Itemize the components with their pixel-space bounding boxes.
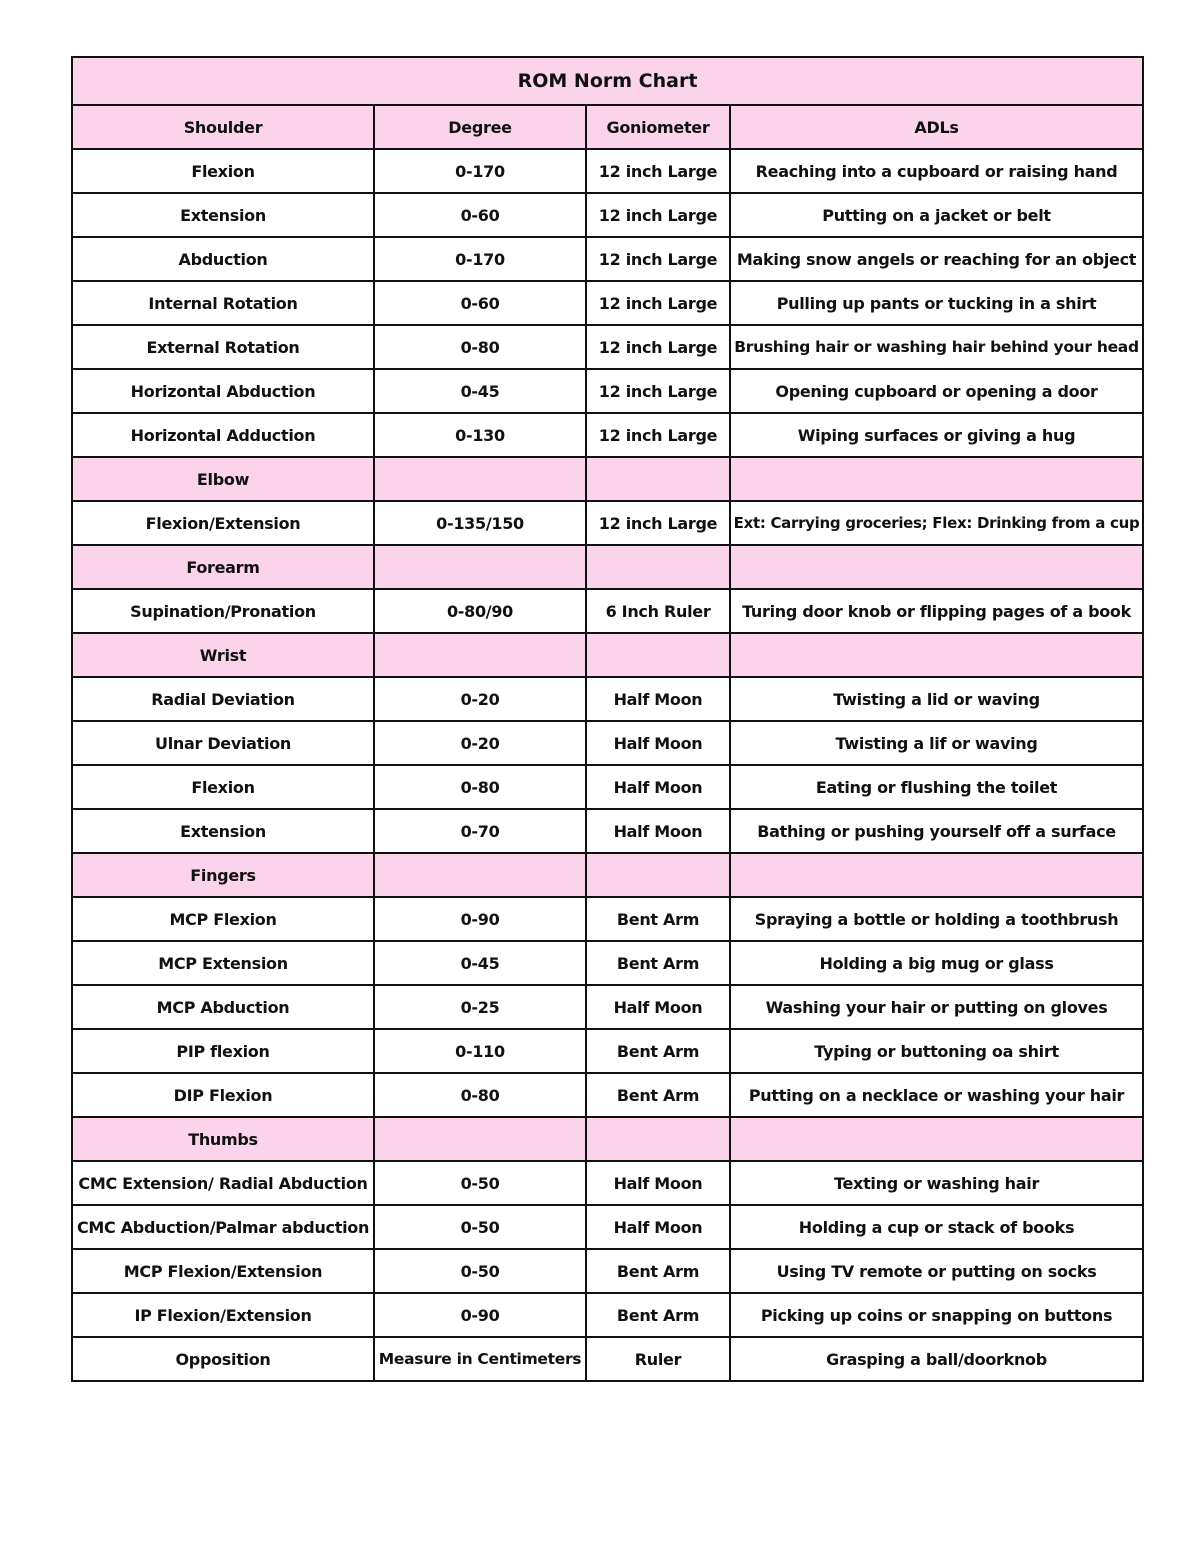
degree-cell <box>374 633 586 677</box>
goniometer-cell: 12 inch Large <box>586 325 730 369</box>
joint-motion-cell: Horizontal Adduction <box>72 413 374 457</box>
degree-cell: 0-70 <box>374 809 586 853</box>
rom-norm-chart-table <box>71 56 1144 1382</box>
table-row <box>72 589 1143 633</box>
degree-cell: 0-170 <box>374 237 586 281</box>
section-label: Forearm <box>72 545 374 589</box>
table-row <box>72 281 1143 325</box>
adl-cell: Putting on a necklace or washing your hair <box>730 1073 1143 1117</box>
degree-cell <box>374 853 586 897</box>
table-row <box>72 721 1143 765</box>
goniometer-cell: Half Moon <box>586 985 730 1029</box>
adl-cell: Opening cupboard or opening a door <box>730 369 1143 413</box>
goniometer-cell: Bent Arm <box>586 1029 730 1073</box>
goniometer-cell: 12 inch Large <box>586 413 730 457</box>
goniometer-cell: Bent Arm <box>586 897 730 941</box>
table-row <box>72 1029 1143 1073</box>
goniometer-cell: Half Moon <box>586 1161 730 1205</box>
goniometer-cell <box>586 1117 730 1161</box>
degree-cell: 0-60 <box>374 193 586 237</box>
table-row <box>72 1337 1143 1381</box>
adl-cell: Holding a big mug or glass <box>730 941 1143 985</box>
adl-cell: Spraying a bottle or holding a toothbrush <box>730 897 1143 941</box>
degree-cell: 0-25 <box>374 985 586 1029</box>
section-row <box>72 633 1143 677</box>
degree-cell: 0-45 <box>374 369 586 413</box>
adl-cell: Texting or washing hair <box>730 1161 1143 1205</box>
column-header-goniometer: Goniometer <box>586 105 730 149</box>
table-row <box>72 193 1143 237</box>
table-row <box>72 1249 1143 1293</box>
adl-cell: Reaching into a cupboard or raising hand <box>730 149 1143 193</box>
goniometer-cell: 12 inch Large <box>586 237 730 281</box>
goniometer-cell: Half Moon <box>586 765 730 809</box>
table-row <box>72 369 1143 413</box>
adl-cell: Washing your hair or putting on gloves <box>730 985 1143 1029</box>
goniometer-cell <box>586 853 730 897</box>
joint-motion-cell: DIP Flexion <box>72 1073 374 1117</box>
table-row <box>72 1205 1143 1249</box>
goniometer-cell <box>586 545 730 589</box>
adl-cell: Picking up coins or snapping on buttons <box>730 1293 1143 1337</box>
joint-motion-cell: Extension <box>72 809 374 853</box>
joint-motion-cell: Opposition <box>72 1337 374 1381</box>
table-row <box>72 985 1143 1029</box>
adl-cell <box>730 1117 1143 1161</box>
adl-cell: Bathing or pushing yourself off a surface <box>730 809 1143 853</box>
degree-cell: 0-135/150 <box>374 501 586 545</box>
table-row <box>72 1161 1143 1205</box>
adl-cell: Twisting a lif or waving <box>730 721 1143 765</box>
adl-cell: Putting on a jacket or belt <box>730 193 1143 237</box>
adl-cell: Ext: Carrying groceries; Flex: Drinking from a cup <box>730 501 1143 545</box>
joint-motion-cell: CMC Abduction/Palmar abduction <box>72 1205 374 1249</box>
table-row <box>72 501 1143 545</box>
goniometer-cell: 12 inch Large <box>586 149 730 193</box>
goniometer-cell: Bent Arm <box>586 1073 730 1117</box>
table-row <box>72 941 1143 985</box>
degree-cell: 0-60 <box>374 281 586 325</box>
joint-motion-cell: Ulnar Deviation <box>72 721 374 765</box>
table-row <box>72 149 1143 193</box>
table-row <box>72 325 1143 369</box>
column-header-degree: Degree <box>374 105 586 149</box>
joint-motion-cell: Radial Deviation <box>72 677 374 721</box>
joint-motion-cell: Supination/Pronation <box>72 589 374 633</box>
goniometer-cell: 12 inch Large <box>586 369 730 413</box>
section-label: Elbow <box>72 457 374 501</box>
section-label: Wrist <box>72 633 374 677</box>
header-row <box>72 105 1143 149</box>
goniometer-cell: 12 inch Large <box>586 281 730 325</box>
table-row <box>72 237 1143 281</box>
table-row <box>72 765 1143 809</box>
degree-cell: 0-80 <box>374 325 586 369</box>
adl-cell: Wiping surfaces or giving a hug <box>730 413 1143 457</box>
goniometer-cell: Half Moon <box>586 809 730 853</box>
adl-cell: Using TV remote or putting on socks <box>730 1249 1143 1293</box>
section-row <box>72 545 1143 589</box>
section-label: Fingers <box>72 853 374 897</box>
goniometer-cell <box>586 633 730 677</box>
joint-motion-cell: Extension <box>72 193 374 237</box>
degree-cell: 0-80 <box>374 765 586 809</box>
degree-cell: 0-50 <box>374 1205 586 1249</box>
joint-motion-cell: MCP Extension <box>72 941 374 985</box>
degree-cell: 0-20 <box>374 721 586 765</box>
degree-cell: 0-50 <box>374 1161 586 1205</box>
joint-motion-cell: Abduction <box>72 237 374 281</box>
goniometer-cell: Bent Arm <box>586 1249 730 1293</box>
degree-cell <box>374 457 586 501</box>
table-row <box>72 1293 1143 1337</box>
degree-cell: 0-130 <box>374 413 586 457</box>
degree-cell: 0-20 <box>374 677 586 721</box>
joint-motion-cell: Flexion/Extension <box>72 501 374 545</box>
joint-motion-cell: MCP Abduction <box>72 985 374 1029</box>
adl-cell: Typing or buttoning oa shirt <box>730 1029 1143 1073</box>
table-row <box>72 809 1143 853</box>
table-row <box>72 1073 1143 1117</box>
section-label: Thumbs <box>72 1117 374 1161</box>
degree-cell: 0-90 <box>374 1293 586 1337</box>
joint-motion-cell: External Rotation <box>72 325 374 369</box>
goniometer-cell <box>586 457 730 501</box>
adl-cell <box>730 457 1143 501</box>
table-row <box>72 897 1143 941</box>
joint-motion-cell: Horizontal Abduction <box>72 369 374 413</box>
joint-motion-cell: MCP Flexion/Extension <box>72 1249 374 1293</box>
adl-cell: Twisting a lid or waving <box>730 677 1143 721</box>
joint-motion-cell: PIP flexion <box>72 1029 374 1073</box>
adl-cell: Holding a cup or stack of books <box>730 1205 1143 1249</box>
degree-cell: 0-170 <box>374 149 586 193</box>
joint-motion-cell: MCP Flexion <box>72 897 374 941</box>
goniometer-cell: Ruler <box>586 1337 730 1381</box>
adl-cell: Pulling up pants or tucking in a shirt <box>730 281 1143 325</box>
degree-cell <box>374 545 586 589</box>
section-row <box>72 1117 1143 1161</box>
column-header-joint: Shoulder <box>72 105 374 149</box>
table-row <box>72 413 1143 457</box>
goniometer-cell: Half Moon <box>586 677 730 721</box>
title-row <box>72 57 1143 105</box>
section-row <box>72 853 1143 897</box>
goniometer-cell: Bent Arm <box>586 941 730 985</box>
degree-cell <box>374 1117 586 1161</box>
joint-motion-cell: CMC Extension/ Radial Abduction <box>72 1161 374 1205</box>
adl-cell: Grasping a ball/doorknob <box>730 1337 1143 1381</box>
adl-cell <box>730 853 1143 897</box>
section-row <box>72 457 1143 501</box>
degree-cell: 0-110 <box>374 1029 586 1073</box>
goniometer-cell: Bent Arm <box>586 1293 730 1337</box>
joint-motion-cell: Internal Rotation <box>72 281 374 325</box>
degree-cell: 0-80 <box>374 1073 586 1117</box>
goniometer-cell: 6 Inch Ruler <box>586 589 730 633</box>
degree-cell: 0-90 <box>374 897 586 941</box>
joint-motion-cell: Flexion <box>72 765 374 809</box>
adl-cell: Brushing hair or washing hair behind your head <box>730 325 1143 369</box>
goniometer-cell: Half Moon <box>586 1205 730 1249</box>
adl-cell: Turing door knob or flipping pages of a book <box>730 589 1143 633</box>
degree-cell: 0-50 <box>374 1249 586 1293</box>
degree-cell: 0-45 <box>374 941 586 985</box>
joint-motion-cell: IP Flexion/Extension <box>72 1293 374 1337</box>
chart-title: ROM Norm Chart <box>72 57 1143 105</box>
adl-cell: Eating or flushing the toilet <box>730 765 1143 809</box>
column-header-adls: ADLs <box>730 105 1143 149</box>
adl-cell <box>730 633 1143 677</box>
degree-cell: Measure in Centimeters <box>374 1337 586 1381</box>
degree-cell: 0-80/90 <box>374 589 586 633</box>
adl-cell: Making snow angels or reaching for an object <box>730 237 1143 281</box>
goniometer-cell: Half Moon <box>586 721 730 765</box>
joint-motion-cell: Flexion <box>72 149 374 193</box>
goniometer-cell: 12 inch Large <box>586 501 730 545</box>
table-row <box>72 677 1143 721</box>
goniometer-cell: 12 inch Large <box>586 193 730 237</box>
adl-cell <box>730 545 1143 589</box>
